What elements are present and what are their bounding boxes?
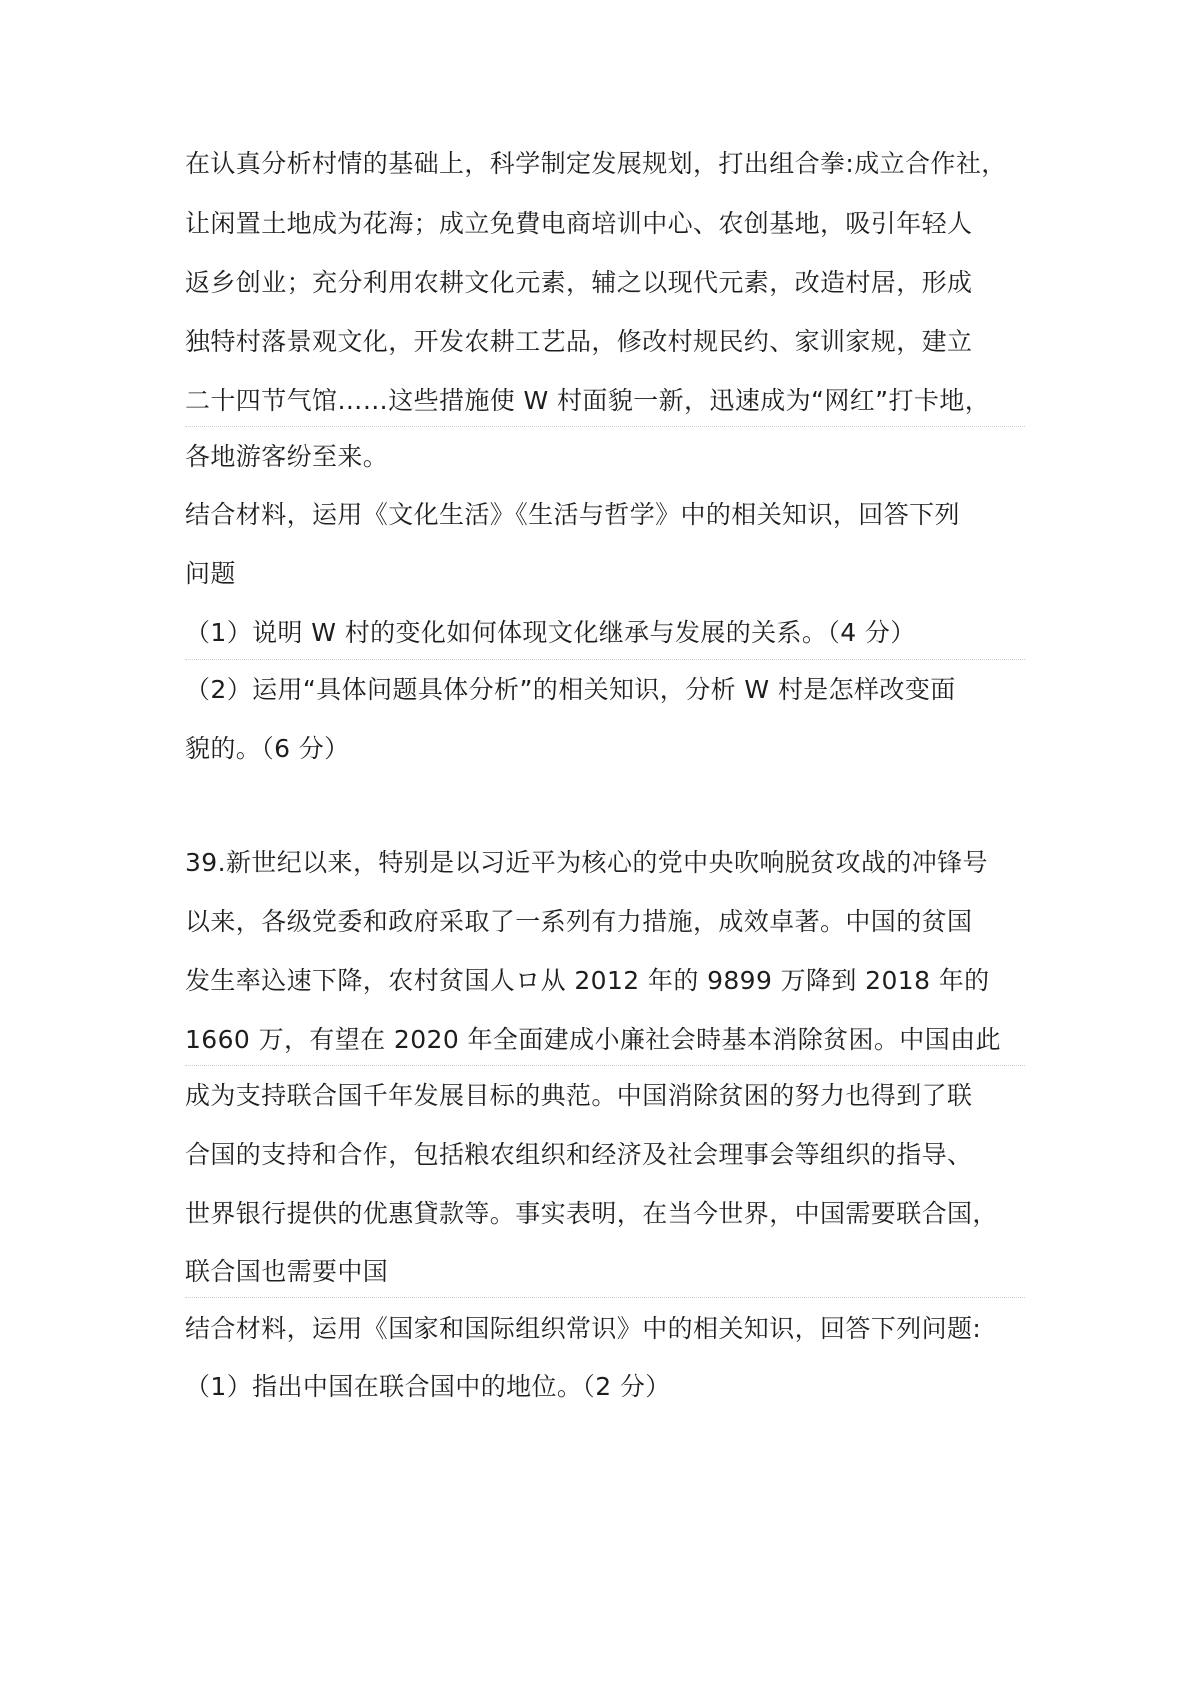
sub-question-1: （1）指出中国在联合国中的地位。（2 分） <box>185 1372 671 1401</box>
question-prompt-line: 结合材料，运用《国家和国际组织常识》中的相关知识，回答下列问题: <box>185 1314 982 1343</box>
question-prompt-line: 问题 <box>185 559 236 588</box>
dotted-separator <box>185 426 1025 427</box>
dotted-separator <box>185 1065 1025 1066</box>
sub-question-2-line: （2）运用“具体问题具体分析”的相关知识，分析 W 村是怎样改变面 <box>185 675 956 704</box>
question-39-line: 以来，各级党委和政府采取了一系列有力措施，成效卓著。中国的贫国 <box>185 907 973 936</box>
question-39-line: 联合国也需要中国 <box>185 1257 389 1286</box>
material-line: 在认真分析村情的基础上，科学制定发展规划，打出组合拳:成立合作社， <box>185 149 1007 178</box>
sub-question-2-line: 貌的。（6 分） <box>185 734 350 763</box>
question-39-line: 39.新世纪以来，特别是以习近平为核心的党中央吹响脱贫攻战的冲锋号 <box>185 848 988 877</box>
dotted-separator <box>185 659 1025 660</box>
question-39-line: 世界银行提供的优惠貸款等。事实表明，在当今世界，中国需要联合国， <box>185 1199 998 1228</box>
material-line: 二十四节气馆……这些措施使 W 村面貌一新，迅速成为“网红”打卡地， <box>185 386 991 415</box>
question-39-line: 1660 万，有望在 2020 年全面建成小廉社会時基本消除贫困。中国由此 <box>185 1025 1001 1054</box>
question-39-line: 合国的支持和合作，包括粮农组织和经济及社会理事会等组织的指导、 <box>185 1140 973 1169</box>
question-39-line: 成为支持联合国千年发展目标的典范。中国消除贫困的努力也得到了联 <box>185 1081 973 1110</box>
question-prompt-line: 结合材料，运用《文化生活》《生活与哲学》中的相关知识，回答下列 <box>185 500 960 529</box>
question-39-line: 发生率込速下降，农村贫国人ロ从 2012 年的 9899 万降到 2018 年的 <box>185 966 990 995</box>
material-line: 各地游客纷至来。 <box>185 442 389 471</box>
material-line: 独特村落景观文化，开发农耕工艺品，修改村规民约、家训家规，建立 <box>185 327 973 356</box>
sub-question-1: （1）说明 W 村的变化如何体现文化继承与发展的关系。（4 分） <box>185 618 916 647</box>
material-line: 返乡创业；充分利用农耕文化元素，辅之以现代元素，改造村居，形成 <box>185 268 973 297</box>
material-line: 让闲置土地成为花海；成立免費电商培训中心、农创基地，吸引年轻人 <box>185 209 973 238</box>
dotted-separator <box>185 1297 1025 1298</box>
